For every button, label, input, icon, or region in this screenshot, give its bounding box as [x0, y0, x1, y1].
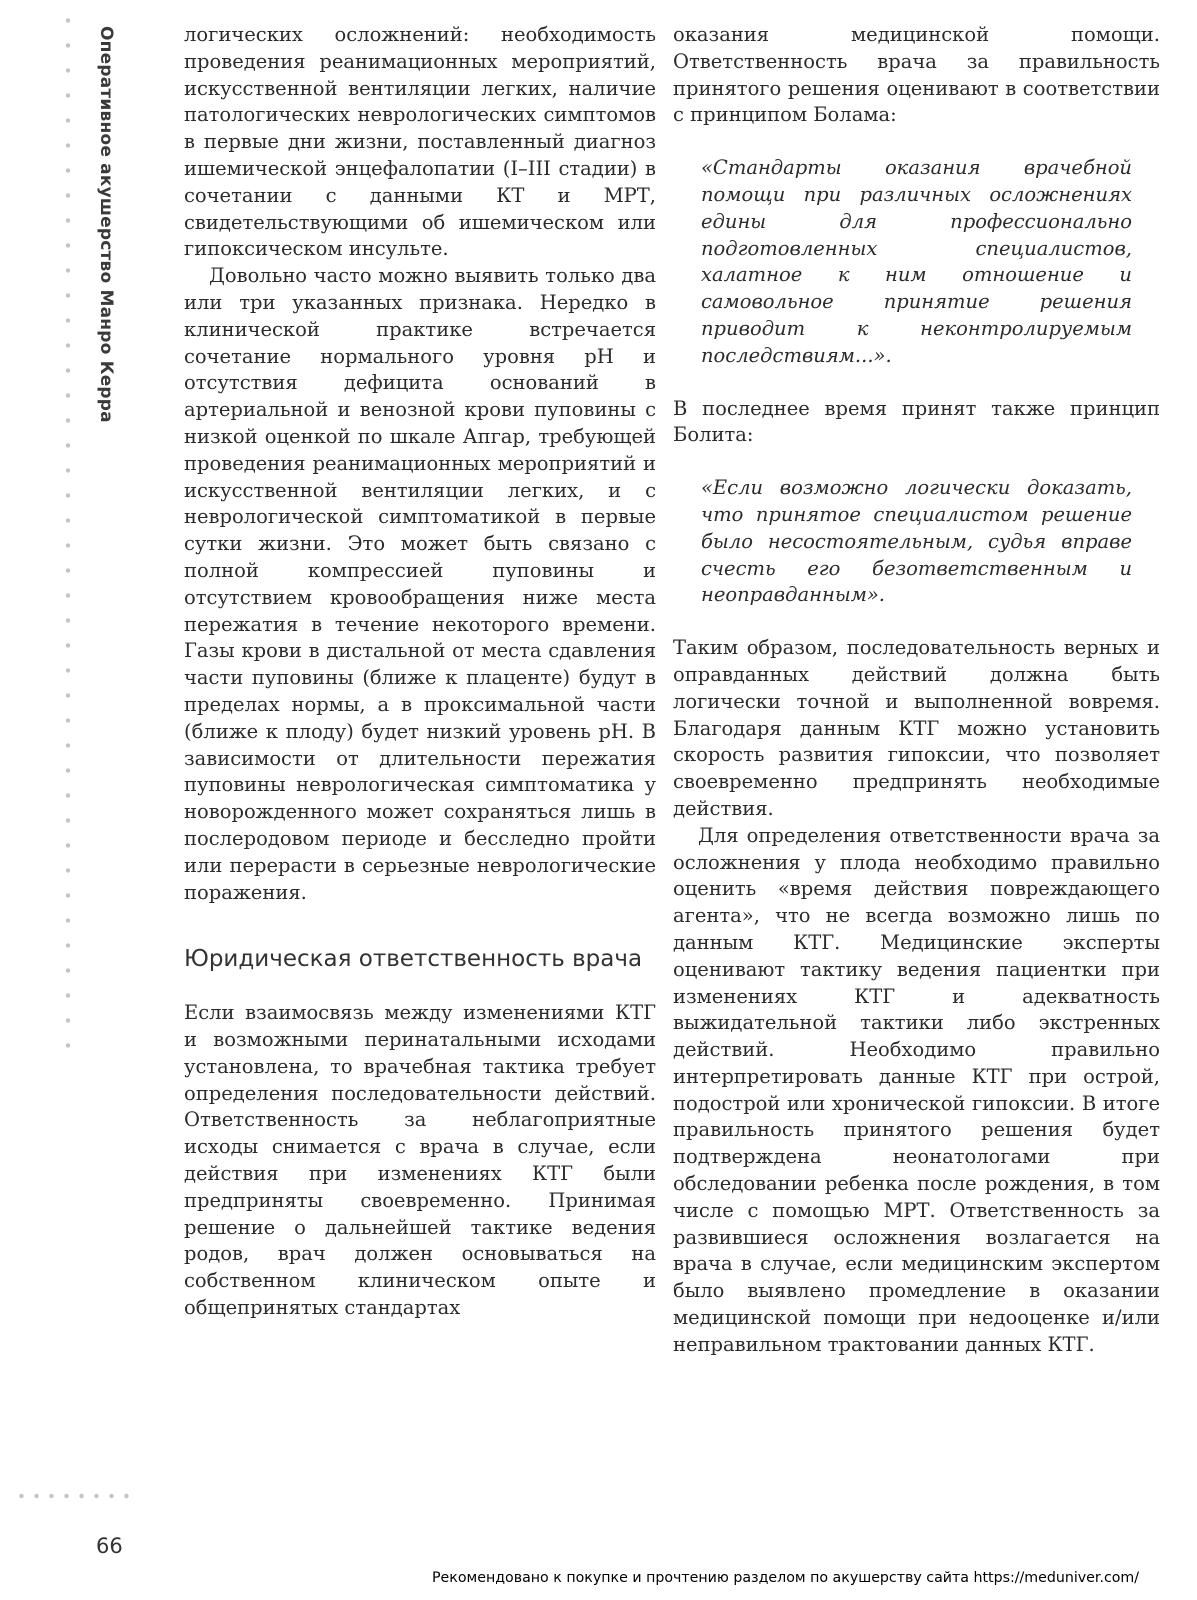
- footer-recommendation: Рекомендовано к покупке и прочтению разделом по акушерству сайта https://meduniver.com/: [432, 1570, 1140, 1586]
- paragraph: Если взаимосвязь между изменениями КТГ и возможными перинатальными исходами установлена, то врачебная тактика требует определения последовательности действий. Ответственность за неблагоприятные исходы снимается с врача в случае, если действия при изменениях КТГ были предприняты своевременно. Принимая решение о дальнейшей тактике ведения родов, врач должен основываться на собственном клиническом опыте и общепринятых стандартах: [184, 1001, 656, 1320]
- sidebar-dot-rule: [64, 8, 72, 1068]
- page-number: 66: [96, 1534, 123, 1558]
- section-heading: Юридическая ответственность врача: [184, 946, 643, 973]
- paragraph: Таким образом, последовательность верных и оправданных действий должна быть логически точной и выполненной вовремя. Благодаря данным КТГ можно установить скорость развития гипоксии, что позволяет своевременно предпринять необходимые действия.: [673, 636, 1160, 820]
- paragraph: Довольно часто можно выявить только два или три указанных признака. Нередко в клинической практике встречается сочетание нормального уровня pH и отсутствия дефицита оснований в артериальной и венозной крови пуповины с низкой оценкой по шкале Апгар, требующей проведения реанимационных мероприятий и искусственной вентиляции легких, и с неврологической симптоматикой в первые сутки жизни. Это может быть связано с полной компрессией пуповины и отсутствием кровообращения ниже места пережатия в течение некоторого времени. Газы крови в дистальной от места сдавления части пуповины (ближе к плаценте) будут в пределах нормы, а в проксимальной части (ближе к плоду) будет низкий уровень pH. В зависимости от длительности пережатия пуповины неврологическая симптоматика у новорожденного может сохраняться лишь в послеродовом периоде и бесследно пройти или перерасти в серьезные неврологические поражения.: [184, 264, 656, 904]
- paragraph: логических осложнений: необходимость проведения реанимационных мероприятий, искусственной вентиляции легких, наличие патологических неврологических симптомов в первые дни жизни, поставленный диагноз ишемической энцефалопатии (I–III стадии) в сочетании с данными КТ и МРТ, свидетельствующими об ишемическом или гипоксическом инсульте.: [184, 23, 656, 261]
- paragraph: Для определения ответственности врача за осложнения у плода необходимо правильно оценить «время действия повреждающего агента», что не всегда возможно лишь по данным КТГ. Медицинские эксперты оценивают тактику ведения пациентки при изменениях КТГ и адекватность выжидательной тактики либо экстренных действий. Необходимо правильно интерпретировать данные КТГ при острой, подострой или хронической гипоксии. В итоге правильность принятого решения будет подтверждена неонатологами при обследовании ребенка после рождения, в том числе с помощью МРТ. Ответственность за развившиеся осложнения возлагается на врача в случае, если медицинским экспертом было выявлено промедление в оказании медицинской помощи при недооценке и/или неправильном трактовании данных КТГ.: [673, 823, 1160, 1356]
- paragraph: В последнее время принят также принцип Болита:: [673, 396, 1160, 447]
- running-book-title: Оперативное акушерство Манро Керра: [96, 26, 116, 423]
- paragraph: оказания медицинской помощи. Ответственность врача за правильность принятого решения оценивают в соответствии с принципом Болама:: [673, 23, 1160, 127]
- page-number-dot-rule: [14, 1492, 134, 1500]
- block-quote: «Стандарты оказания врачебной помощи при различных осложнениях едины для профессионально подготовленных специалистов, халатное к ним отношение и самовольное принятие решения приводит к неконтролируемым последствиям...».: [701, 156, 1132, 367]
- block-quote: «Если возможно логически доказать, что принятое специалистом решение было несостоятельным, судья вправе счесть его безответственным и неоправданным».: [701, 476, 1132, 607]
- left-text-column: [184, 22, 656, 1322]
- right-text-column: [673, 22, 1160, 1359]
